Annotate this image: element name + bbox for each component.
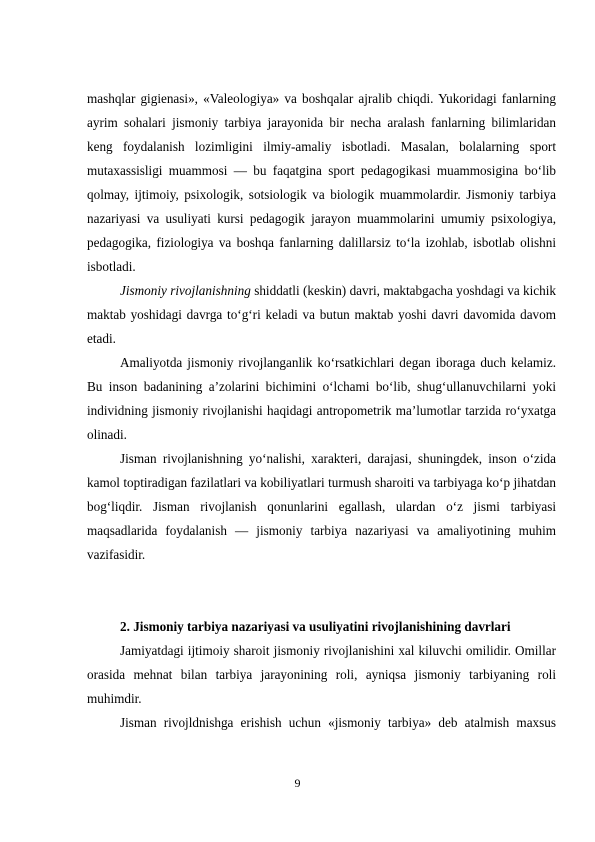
- paragraph: Jisman rivojlanishning yo‘nalishi, xarakteri, darajasi, shuningdek, inson o‘zida kamol toptiradigan fazilatlari va kobiliyatlari turmush sharoiti va tarbiyaga ko‘p jihatdan bog‘liqdir. Jisman rivojlanish qonunlarini egallash, ulardan o‘z jismi tarbiyasi maqsadlarida foydalanish — jismoniy tarbiya nazariyasi va amaliyotining muhim vazifasidir.: [87, 451, 556, 562]
- paragraph: Jamiyatdagi ijtimoiy sharoit jismoniy rivojlanishini xal kiluvchi omilidir. Omillar orasida mehnat bilan tarbiya jarayonining roli, ayniqsa jismoniy tarbiyaning roli muhimdir.: [87, 643, 556, 706]
- paragraph: Amaliyotda jismoniy rivojlanganlik ko‘rsatkichlari degan iboraga duch kelamiz. Bu inson badanining a’zolarini bichimini o‘lchami bo‘lib, shug‘ullanuvchilarni yoki individning jismoniy rivojlanishi haqidagi antropometrik ma’lumotlar tarzida ro‘yxatga olinadi.: [87, 355, 556, 442]
- section-heading: 2. Jismoniy tarbiya nazariyasi va usuliyatini rivojlanishining davrlari: [120, 619, 511, 634]
- paragraph: [87, 279, 556, 351]
- italic-term: Jismoniy rivojlanishning: [120, 283, 251, 298]
- paragraph: mashqlar gigienasi», «Valeologiya» va boshqalar ajralib chiqdi. Yukoridagi fanlarning ayrim sohalari jismoniy tarbiya jarayonida bir necha aralash fanlarning bilimlaridan keng foydalanish lozimligini ilmiy-amaliy isbotladi. Masalan, bolalarning sport mutaxassisligi muammosi — bu faqatgina sport pedagogikasi muammosigina bo‘lib qolmay, ijtimoiy, psixologik, sotsiologik va biologik muammolardir. Jismoniy tarbiya nazariyasi va usuliyati kursi pedagogik jarayon muammolarini umumiy psixologiya, pedagogika, fiziologiya va boshqa fanlarning dalillarsiz to‘la izohlab, isbotlab olishni isbotladi.: [87, 91, 556, 274]
- paragraph-text: shiddatli (keskin) davri, maktabgacha yoshdagi va kichik maktab yoshidagi davrga to‘g‘ri keladi va butun maktab yoshi davri davomida davom etadi.: [87, 283, 556, 346]
- document-body: [87, 87, 556, 735]
- paragraph: Jisman rivojldnishga erishish uchun «jismoniy tarbiya» deb atalmish maxsus: [120, 715, 556, 730]
- page-number: 9: [294, 776, 301, 790]
